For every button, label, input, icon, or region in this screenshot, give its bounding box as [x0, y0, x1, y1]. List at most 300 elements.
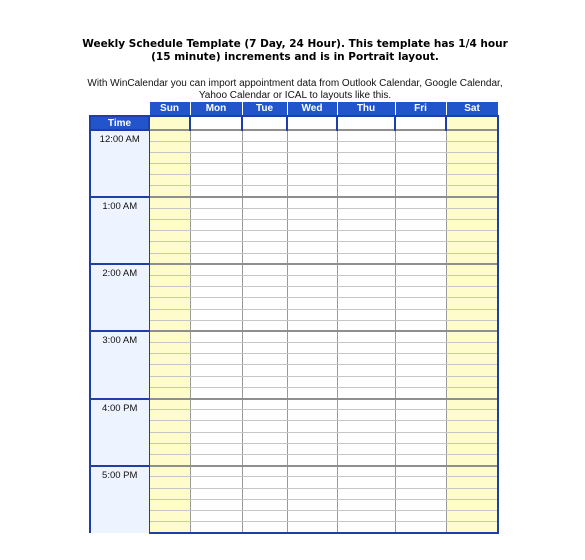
time-slot-cell[interactable]: [242, 175, 287, 186]
time-slot-cell[interactable]: [446, 343, 498, 354]
time-slot-cell[interactable]: [446, 331, 498, 342]
time-slot-row: [90, 376, 498, 387]
time-slot-cell[interactable]: [287, 141, 337, 152]
time-slot-cell[interactable]: [242, 116, 287, 130]
time-slot-cell[interactable]: [287, 208, 337, 219]
time-slot-cell[interactable]: [287, 130, 337, 141]
time-slot-cell[interactable]: [337, 275, 395, 286]
time-slot-cell[interactable]: [446, 130, 498, 141]
time-slot-cell[interactable]: [395, 197, 446, 208]
time-slot-cell[interactable]: [395, 253, 446, 264]
time-slot-cell[interactable]: [149, 287, 190, 298]
time-slot-cell[interactable]: [242, 253, 287, 264]
time-slot-cell[interactable]: [190, 343, 242, 354]
time-slot-cell[interactable]: [395, 287, 446, 298]
time-slot-row: [90, 488, 498, 499]
time-slot-cell[interactable]: [337, 510, 395, 521]
time-slot-cell[interactable]: [337, 399, 395, 410]
time-slot-cell[interactable]: [242, 499, 287, 510]
time-slot-cell[interactable]: [287, 522, 337, 533]
time-slot-cell[interactable]: [190, 376, 242, 387]
time-slot-row: [90, 242, 498, 253]
time-slot-cell[interactable]: [287, 264, 337, 275]
time-slot-cell[interactable]: [190, 253, 242, 264]
time-slot-cell[interactable]: [395, 376, 446, 387]
time-slot-cell[interactable]: [446, 152, 498, 163]
time-slot-cell[interactable]: [190, 152, 242, 163]
time-slot-cell[interactable]: [287, 152, 337, 163]
time-slot-cell[interactable]: [242, 365, 287, 376]
time-slot-cell[interactable]: [446, 231, 498, 242]
time-slot-cell[interactable]: [242, 130, 287, 141]
time-slot-row: [90, 421, 498, 432]
time-slot-row: [90, 264, 498, 275]
time-slot-cell[interactable]: [337, 116, 395, 130]
time-slot-cell[interactable]: [337, 287, 395, 298]
time-slot-cell[interactable]: [395, 510, 446, 521]
time-slot-cell[interactable]: [446, 477, 498, 488]
time-slot-cell[interactable]: [337, 164, 395, 175]
time-slot-cell[interactable]: [287, 287, 337, 298]
time-slot-cell[interactable]: [446, 287, 498, 298]
time-slot-cell[interactable]: [446, 208, 498, 219]
time-slot-cell[interactable]: [190, 275, 242, 286]
time-slot-row: [90, 152, 498, 163]
time-slot-cell[interactable]: [149, 454, 190, 465]
time-slot-cell[interactable]: [337, 454, 395, 465]
time-slot-cell[interactable]: [242, 320, 287, 331]
time-slot-cell[interactable]: [149, 499, 190, 510]
time-slot-cell[interactable]: [287, 320, 337, 331]
time-slot-cell[interactable]: [242, 343, 287, 354]
time-slot-cell[interactable]: [287, 443, 337, 454]
time-slot-cell[interactable]: [395, 298, 446, 309]
time-slot-cell[interactable]: [242, 488, 287, 499]
time-slot-cell[interactable]: [446, 466, 498, 477]
time-slot-cell[interactable]: [337, 186, 395, 197]
time-slot-cell[interactable]: [337, 499, 395, 510]
time-slot-cell[interactable]: [190, 365, 242, 376]
time-slot-cell[interactable]: [190, 354, 242, 365]
time-slot-cell[interactable]: [149, 421, 190, 432]
time-column-header: Time: [90, 116, 149, 130]
time-slot-cell[interactable]: [287, 298, 337, 309]
time-slot-cell[interactable]: [149, 331, 190, 342]
time-slot-cell[interactable]: [395, 152, 446, 163]
time-slot-cell[interactable]: [446, 309, 498, 320]
time-slot-cell[interactable]: [242, 186, 287, 197]
time-slot-cell[interactable]: [190, 186, 242, 197]
time-slot-cell[interactable]: [149, 242, 190, 253]
time-slot-cell[interactable]: [242, 522, 287, 533]
time-slot-cell[interactable]: [395, 141, 446, 152]
time-slot-cell[interactable]: [337, 343, 395, 354]
time-slot-cell[interactable]: [190, 175, 242, 186]
time-slot-cell[interactable]: [337, 298, 395, 309]
time-slot-cell[interactable]: [287, 510, 337, 521]
time-slot-cell[interactable]: [395, 242, 446, 253]
time-slot-cell[interactable]: [242, 231, 287, 242]
time-slot-cell[interactable]: [149, 488, 190, 499]
time-slot-cell[interactable]: [337, 477, 395, 488]
time-slot-cell[interactable]: [190, 421, 242, 432]
time-slot-cell[interactable]: [149, 410, 190, 421]
time-slot-cell[interactable]: [242, 399, 287, 410]
time-slot-cell[interactable]: [149, 275, 190, 286]
time-slot-cell[interactable]: [242, 443, 287, 454]
time-slot-cell[interactable]: [242, 510, 287, 521]
time-slot-cell[interactable]: [337, 365, 395, 376]
time-slot-cell[interactable]: [190, 331, 242, 342]
time-slot-cell[interactable]: [242, 287, 287, 298]
time-slot-cell[interactable]: [395, 343, 446, 354]
time-slot-cell[interactable]: [190, 454, 242, 465]
time-slot-cell[interactable]: [337, 432, 395, 443]
time-slot-cell[interactable]: [337, 242, 395, 253]
time-slot-cell[interactable]: [149, 197, 190, 208]
time-slot-cell[interactable]: [337, 309, 395, 320]
time-slot-cell[interactable]: [242, 298, 287, 309]
time-header-row: [90, 116, 498, 130]
time-slot-cell[interactable]: [337, 141, 395, 152]
time-slot-cell[interactable]: [287, 365, 337, 376]
time-slot-row: [90, 331, 498, 342]
time-slot-cell[interactable]: [149, 220, 190, 231]
time-slot-cell[interactable]: [337, 421, 395, 432]
time-slot-row: [90, 499, 498, 510]
time-slot-cell[interactable]: [395, 488, 446, 499]
time-slot-cell[interactable]: [287, 387, 337, 398]
time-slot-cell[interactable]: [337, 264, 395, 275]
time-slot-cell[interactable]: [395, 354, 446, 365]
time-slot-cell[interactable]: [190, 309, 242, 320]
time-slot-cell[interactable]: [446, 410, 498, 421]
time-slot-cell[interactable]: [287, 175, 337, 186]
time-slot-cell[interactable]: [395, 365, 446, 376]
time-slot-cell[interactable]: [337, 231, 395, 242]
time-slot-cell[interactable]: [287, 466, 337, 477]
time-slot-cell[interactable]: [446, 175, 498, 186]
time-slot-cell[interactable]: [190, 432, 242, 443]
time-slot-cell[interactable]: [446, 242, 498, 253]
time-slot-cell[interactable]: [190, 466, 242, 477]
time-slot-cell[interactable]: [287, 399, 337, 410]
time-slot-cell[interactable]: [337, 354, 395, 365]
time-slot-cell[interactable]: [446, 186, 498, 197]
hour-label: 2:00 AM: [90, 264, 149, 331]
time-slot-cell[interactable]: [190, 164, 242, 175]
time-slot-cell[interactable]: [395, 499, 446, 510]
time-slot-cell[interactable]: [395, 410, 446, 421]
time-slot-cell[interactable]: [395, 399, 446, 410]
time-slot-cell[interactable]: [446, 522, 498, 533]
time-slot-cell[interactable]: [190, 287, 242, 298]
time-slot-cell[interactable]: [149, 264, 190, 275]
time-slot-cell[interactable]: [242, 264, 287, 275]
time-slot-cell[interactable]: [242, 376, 287, 387]
time-slot-cell[interactable]: [395, 320, 446, 331]
time-slot-cell[interactable]: [149, 432, 190, 443]
time-slot-cell[interactable]: [446, 197, 498, 208]
time-slot-cell[interactable]: [446, 488, 498, 499]
hour-label: 5:00 PM: [90, 466, 149, 533]
time-slot-cell[interactable]: [242, 164, 287, 175]
time-slot-cell[interactable]: [190, 443, 242, 454]
time-slot-cell[interactable]: [446, 387, 498, 398]
day-header-mon: Mon: [190, 102, 242, 116]
title-line-2: (15 minute) increments and is in Portrait layout.: [151, 51, 439, 63]
time-slot-cell[interactable]: [190, 410, 242, 421]
time-slot-cell[interactable]: [337, 387, 395, 398]
time-slot-cell[interactable]: [149, 164, 190, 175]
time-slot-row: [90, 130, 498, 141]
time-slot-cell[interactable]: [337, 488, 395, 499]
time-slot-cell[interactable]: [190, 399, 242, 410]
time-slot-cell[interactable]: [287, 432, 337, 443]
time-slot-cell[interactable]: [395, 208, 446, 219]
time-slot-cell[interactable]: [149, 320, 190, 331]
time-slot-cell[interactable]: [337, 208, 395, 219]
time-slot-cell[interactable]: [337, 443, 395, 454]
time-slot-cell[interactable]: [395, 231, 446, 242]
time-slot-cell[interactable]: [395, 264, 446, 275]
time-slot-cell[interactable]: [190, 298, 242, 309]
time-slot-row: [90, 454, 498, 465]
time-slot-cell[interactable]: [446, 376, 498, 387]
time-slot-cell[interactable]: [149, 510, 190, 521]
time-slot-cell[interactable]: [446, 454, 498, 465]
hour-label: 1:00 AM: [90, 197, 149, 264]
time-slot-cell[interactable]: [446, 320, 498, 331]
time-slot-cell[interactable]: [337, 175, 395, 186]
hour-label: 3:00 AM: [90, 331, 149, 398]
time-slot-cell[interactable]: [446, 421, 498, 432]
time-slot-cell[interactable]: [446, 164, 498, 175]
time-slot-cell[interactable]: [395, 116, 446, 130]
time-slot-cell[interactable]: [190, 116, 242, 130]
time-slot-cell[interactable]: [337, 253, 395, 264]
time-slot-cell[interactable]: [149, 116, 190, 130]
time-slot-row: [90, 365, 498, 376]
time-slot-cell[interactable]: [149, 376, 190, 387]
header-corner: [90, 102, 149, 116]
time-slot-cell[interactable]: [242, 208, 287, 219]
time-slot-cell[interactable]: [149, 298, 190, 309]
day-header-tue: Tue: [242, 102, 287, 116]
time-slot-row: [90, 354, 498, 365]
time-slot-cell[interactable]: [149, 186, 190, 197]
time-slot-cell[interactable]: [446, 253, 498, 264]
time-slot-cell[interactable]: [242, 275, 287, 286]
time-slot-cell[interactable]: [242, 410, 287, 421]
time-slot-cell[interactable]: [149, 466, 190, 477]
time-slot-cell[interactable]: [287, 309, 337, 320]
time-slot-cell[interactable]: [395, 443, 446, 454]
time-slot-row: [90, 432, 498, 443]
time-slot-cell[interactable]: [190, 387, 242, 398]
time-slot-cell[interactable]: [149, 175, 190, 186]
time-slot-cell[interactable]: [190, 242, 242, 253]
time-slot-cell[interactable]: [287, 242, 337, 253]
time-slot-cell[interactable]: [337, 522, 395, 533]
time-slot-cell[interactable]: [149, 477, 190, 488]
time-slot-cell[interactable]: [190, 264, 242, 275]
time-slot-cell[interactable]: [446, 432, 498, 443]
time-slot-cell[interactable]: [287, 197, 337, 208]
time-slot-cell[interactable]: [446, 499, 498, 510]
time-slot-row: [90, 186, 498, 197]
time-slot-cell[interactable]: [395, 164, 446, 175]
time-slot-cell[interactable]: [446, 220, 498, 231]
time-slot-row: [90, 275, 498, 286]
time-slot-cell[interactable]: [190, 220, 242, 231]
time-slot-cell[interactable]: [149, 522, 190, 533]
time-slot-cell[interactable]: [242, 421, 287, 432]
time-slot-cell[interactable]: [149, 141, 190, 152]
time-slot-cell[interactable]: [446, 443, 498, 454]
page-title: [60, 38, 530, 64]
time-slot-cell[interactable]: [395, 522, 446, 533]
time-slot-cell[interactable]: [242, 454, 287, 465]
time-slot-row: [90, 164, 498, 175]
time-slot-cell[interactable]: [446, 399, 498, 410]
time-slot-cell[interactable]: [149, 130, 190, 141]
time-slot-cell[interactable]: [287, 410, 337, 421]
time-slot-cell[interactable]: [395, 454, 446, 465]
time-slot-cell[interactable]: [287, 116, 337, 130]
time-slot-cell[interactable]: [190, 510, 242, 521]
time-slot-cell[interactable]: [287, 343, 337, 354]
time-slot-cell[interactable]: [242, 432, 287, 443]
time-slot-cell[interactable]: [395, 421, 446, 432]
time-slot-cell[interactable]: [337, 130, 395, 141]
time-slot-cell[interactable]: [337, 331, 395, 342]
schedule-table: [89, 102, 499, 534]
time-slot-cell[interactable]: [395, 466, 446, 477]
time-slot-cell[interactable]: [190, 141, 242, 152]
time-slot-cell[interactable]: [149, 208, 190, 219]
time-slot-cell[interactable]: [446, 116, 498, 130]
time-slot-row: [90, 522, 498, 533]
time-slot-cell[interactable]: [287, 220, 337, 231]
time-slot-cell[interactable]: [242, 220, 287, 231]
time-slot-cell[interactable]: [149, 399, 190, 410]
time-slot-cell[interactable]: [446, 298, 498, 309]
time-slot-cell[interactable]: [242, 331, 287, 342]
time-slot-cell[interactable]: [149, 152, 190, 163]
time-slot-cell[interactable]: [337, 376, 395, 387]
time-slot-cell[interactable]: [242, 242, 287, 253]
time-slot-cell[interactable]: [446, 354, 498, 365]
time-slot-cell[interactable]: [149, 309, 190, 320]
time-slot-cell[interactable]: [149, 365, 190, 376]
time-slot-cell[interactable]: [287, 231, 337, 242]
time-slot-cell[interactable]: [287, 477, 337, 488]
time-slot-cell[interactable]: [446, 264, 498, 275]
time-slot-cell[interactable]: [242, 387, 287, 398]
time-slot-cell[interactable]: [395, 130, 446, 141]
time-slot-cell[interactable]: [337, 320, 395, 331]
time-slot-cell[interactable]: [242, 141, 287, 152]
time-slot-cell[interactable]: [337, 152, 395, 163]
time-slot-cell[interactable]: [190, 488, 242, 499]
time-slot-cell[interactable]: [149, 343, 190, 354]
time-slot-row: [90, 141, 498, 152]
time-slot-cell[interactable]: [190, 130, 242, 141]
time-slot-cell[interactable]: [395, 477, 446, 488]
time-slot-cell[interactable]: [149, 387, 190, 398]
time-slot-cell[interactable]: [242, 354, 287, 365]
time-slot-cell[interactable]: [446, 365, 498, 376]
time-slot-row: [90, 320, 498, 331]
day-header-fri: Fri: [395, 102, 446, 116]
day-header-thu: Thu: [337, 102, 395, 116]
time-slot-cell[interactable]: [242, 197, 287, 208]
time-slot-cell[interactable]: [395, 331, 446, 342]
time-slot-cell[interactable]: [395, 186, 446, 197]
time-slot-cell[interactable]: [446, 275, 498, 286]
subtitle-line-1: With WinCalendar you can import appointment data from Outlook Calendar, Google Calendar,: [87, 78, 503, 89]
time-slot-cell[interactable]: [190, 197, 242, 208]
hour-label: 12:00 AM: [90, 130, 149, 197]
day-header-row: [90, 102, 498, 116]
time-slot-cell[interactable]: [287, 186, 337, 197]
time-slot-cell[interactable]: [190, 477, 242, 488]
time-slot-cell[interactable]: [287, 275, 337, 286]
time-slot-cell[interactable]: [287, 499, 337, 510]
time-slot-cell[interactable]: [190, 320, 242, 331]
time-slot-row: [90, 387, 498, 398]
time-slot-cell[interactable]: [242, 466, 287, 477]
time-slot-cell[interactable]: [395, 220, 446, 231]
time-slot-cell[interactable]: [287, 488, 337, 499]
time-slot-cell[interactable]: [287, 164, 337, 175]
time-slot-cell[interactable]: [395, 432, 446, 443]
time-slot-cell[interactable]: [337, 466, 395, 477]
time-slot-cell[interactable]: [446, 141, 498, 152]
time-slot-cell[interactable]: [395, 309, 446, 320]
time-slot-cell[interactable]: [149, 354, 190, 365]
time-slot-cell[interactable]: [446, 510, 498, 521]
time-slot-cell[interactable]: [287, 454, 337, 465]
time-slot-cell[interactable]: [287, 354, 337, 365]
time-slot-row: [90, 175, 498, 186]
time-slot-cell[interactable]: [149, 443, 190, 454]
time-slot-cell[interactable]: [242, 477, 287, 488]
time-slot-cell[interactable]: [242, 309, 287, 320]
time-slot-cell[interactable]: [190, 499, 242, 510]
time-slot-cell[interactable]: [337, 410, 395, 421]
time-slot-cell[interactable]: [242, 152, 287, 163]
time-slot-cell[interactable]: [149, 253, 190, 264]
time-slot-cell[interactable]: [149, 231, 190, 242]
time-slot-cell[interactable]: [395, 275, 446, 286]
time-slot-row: [90, 231, 498, 242]
time-slot-cell[interactable]: [395, 387, 446, 398]
time-slot-row: [90, 410, 498, 421]
time-slot-cell[interactable]: [337, 197, 395, 208]
time-slot-cell[interactable]: [337, 220, 395, 231]
time-slot-row: [90, 466, 498, 477]
time-slot-cell[interactable]: [190, 522, 242, 533]
time-slot-cell[interactable]: [287, 421, 337, 432]
time-slot-cell[interactable]: [287, 331, 337, 342]
time-slot-cell[interactable]: [287, 253, 337, 264]
time-slot-cell[interactable]: [190, 208, 242, 219]
time-slot-cell[interactable]: [287, 376, 337, 387]
time-slot-cell[interactable]: [190, 231, 242, 242]
time-slot-cell[interactable]: [395, 175, 446, 186]
